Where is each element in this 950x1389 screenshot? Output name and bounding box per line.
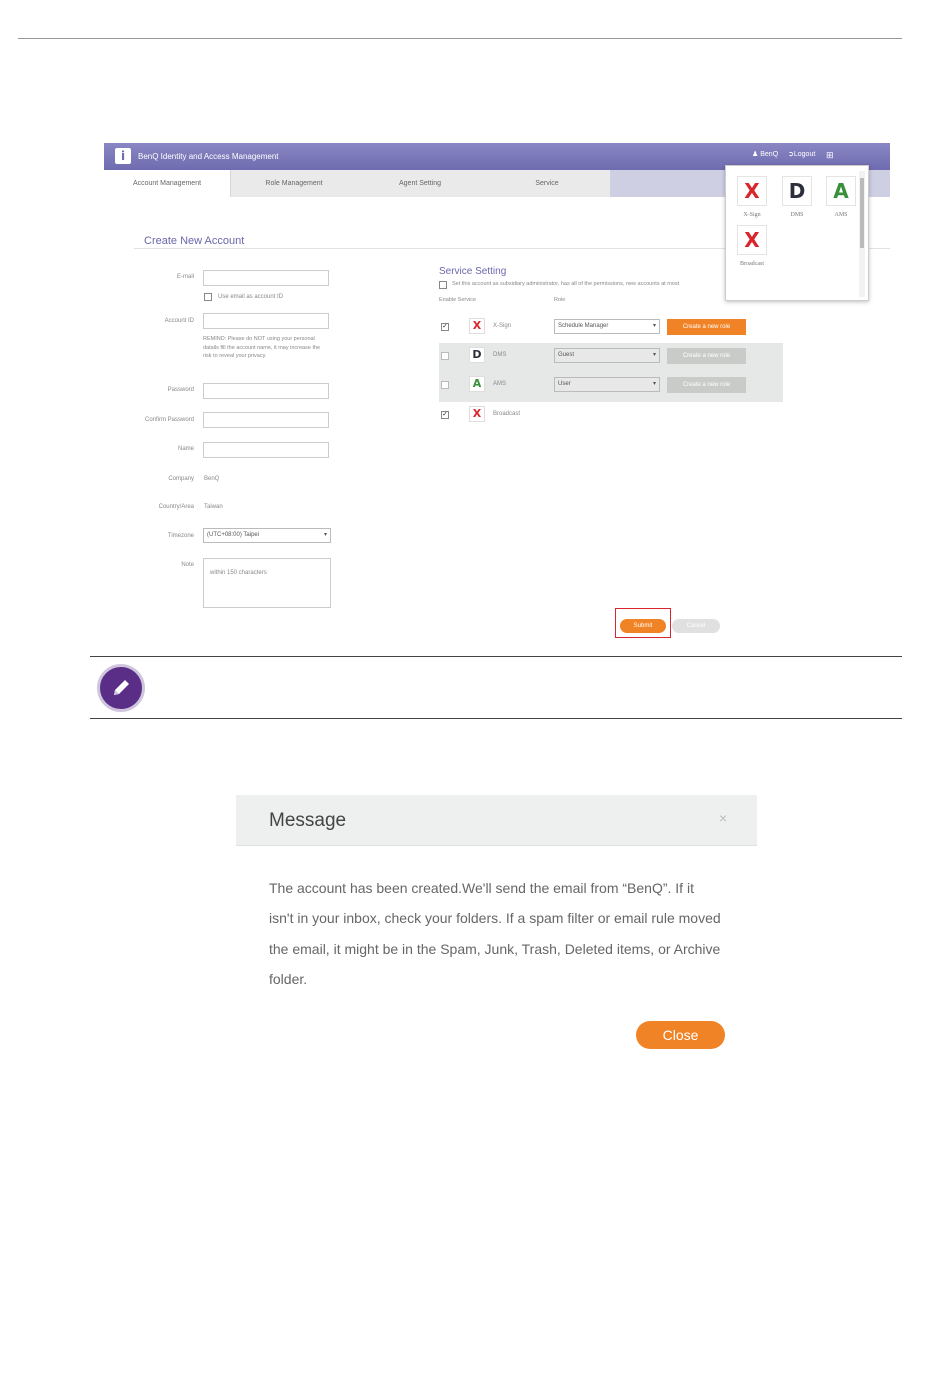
xsign-create-role-button[interactable]: Create a new role (667, 319, 746, 335)
company-value: BenQ (204, 476, 220, 482)
logout-icon: ➲ (788, 151, 794, 158)
password-field[interactable] (203, 383, 329, 399)
email-field[interactable] (203, 270, 329, 286)
close-button[interactable]: Close (636, 1021, 725, 1049)
use-email-label: Use email as account ID (218, 294, 284, 300)
dms-app-label: DMS (790, 212, 804, 218)
xsign-app-icon[interactable]: X (737, 176, 767, 206)
tab-service[interactable]: Service (535, 180, 559, 187)
create-account-title: Create New Account (144, 235, 245, 247)
xsign-role-value: Schedule Manager (558, 323, 609, 329)
use-email-checkbox[interactable] (204, 293, 212, 301)
confirm-password-field[interactable] (203, 412, 329, 428)
xsign-role-select[interactable] (554, 319, 660, 334)
dms-role-value: Guest (558, 352, 575, 358)
subsidiary-admin-checkbox[interactable] (439, 281, 447, 289)
note-placeholder: within 150 characters (210, 570, 267, 576)
page-top-rule (18, 38, 902, 39)
xsign-icon: X (469, 318, 485, 334)
country-value: Taiwan (204, 504, 223, 510)
user-label: BenQ (760, 151, 779, 158)
broadcast-name: Broadcast (493, 411, 521, 417)
account-id-label: Account ID (164, 318, 194, 324)
dms-checkbox[interactable] (441, 352, 449, 360)
user-menu[interactable] (752, 150, 778, 158)
chevron-down-icon: ▾ (652, 381, 656, 387)
tab-account-management[interactable]: Account Management (104, 170, 230, 197)
timezone-value: (UTC+08:00) Taipei (207, 532, 260, 538)
tab-agent-setting[interactable]: Agent Setting (398, 180, 442, 187)
ams-role-select[interactable] (554, 377, 660, 392)
logout-label: Logout (793, 151, 816, 158)
user-icon: ♟ (752, 151, 759, 158)
popup-scroll-thumb[interactable] (860, 178, 864, 248)
message-title: Message (269, 810, 347, 831)
ams-app-icon[interactable]: A (826, 176, 856, 206)
company-label: Company (168, 476, 194, 482)
broadcast-app-icon[interactable]: X (737, 225, 767, 255)
timezone-select[interactable] (203, 528, 331, 543)
app-title: BenQ Identity and Access Management (138, 152, 279, 161)
message-line-2: isn't in your inbox, check your folders. If a spam filter or email rule moved (269, 910, 721, 926)
country-label: Country/Area (158, 504, 194, 510)
ams-icon: A (469, 376, 485, 392)
note-textarea[interactable] (203, 558, 331, 608)
submit-button[interactable]: Submit (620, 619, 666, 633)
timezone-label: Timezone (167, 533, 194, 539)
chevron-down-icon: ▾ (323, 532, 327, 538)
email-label: E-mail (176, 274, 194, 280)
tab-role-management[interactable]: Role Management (265, 180, 323, 187)
enable-service-header: Enable Service (439, 297, 476, 303)
subsidiary-admin-label: Set this account as subsidiary administrator, has all of the permissions, new accounts at most (452, 281, 680, 287)
message-line-4: folder. (269, 971, 308, 987)
name-label: Name (177, 446, 194, 452)
remind-note: REMIND: Please do NOT using your personal datails fill the account name, it may increase the risk to reveal your privacy. (203, 336, 321, 359)
service-setting-title: Service Setting (439, 266, 507, 277)
account-id-field[interactable] (203, 313, 329, 329)
xsign-checkbox[interactable]: ✓ (442, 323, 448, 330)
cancel-button[interactable]: Cancel (672, 619, 720, 633)
pencil-icon (97, 664, 145, 712)
ams-app-label: AMS (834, 212, 848, 218)
broadcast-checkbox[interactable]: ✓ (442, 411, 448, 418)
app-grid-icon[interactable]: ⊞ (826, 150, 834, 160)
name-field[interactable] (203, 442, 329, 458)
ams-create-role-button[interactable]: Create a new role (667, 377, 746, 393)
ams-name: AMS (493, 381, 507, 387)
password-label: Password (167, 387, 194, 393)
broadcast-icon: X (469, 406, 485, 422)
dms-role-select[interactable] (554, 348, 660, 363)
note-bottom-rule (90, 718, 902, 719)
note-label: Note (181, 562, 194, 568)
dms-create-role-button[interactable]: Create a new role (667, 348, 746, 364)
app-logo-icon: i (115, 148, 131, 164)
dms-name: DMS (493, 352, 507, 358)
logout-link[interactable] (788, 150, 815, 158)
chevron-down-icon: ▾ (652, 352, 656, 358)
broadcast-app-label: Broadcast (740, 261, 764, 267)
iam-screenshot (104, 143, 890, 650)
close-icon[interactable]: × (719, 810, 728, 826)
message-line-3: the email, it might be in the Spam, Junk, Trash, Deleted items, or Archive (269, 941, 721, 957)
role-header: Role (554, 297, 566, 303)
note-top-rule (90, 656, 902, 657)
xsign-name: X-Sign (493, 323, 512, 329)
dms-app-icon[interactable]: D (782, 176, 812, 206)
ams-checkbox[interactable] (441, 381, 449, 389)
ams-role-value: User (558, 381, 571, 387)
xsign-app-label: X-Sign (743, 212, 761, 218)
message-line-1: The account has been created.We'll send the email from “BenQ”. If it (269, 880, 694, 896)
dms-icon: D (469, 347, 485, 363)
app-switcher-popup (725, 165, 869, 301)
chevron-down-icon: ▾ (652, 323, 656, 329)
confirm-password-label: Confirm Password (144, 417, 194, 423)
